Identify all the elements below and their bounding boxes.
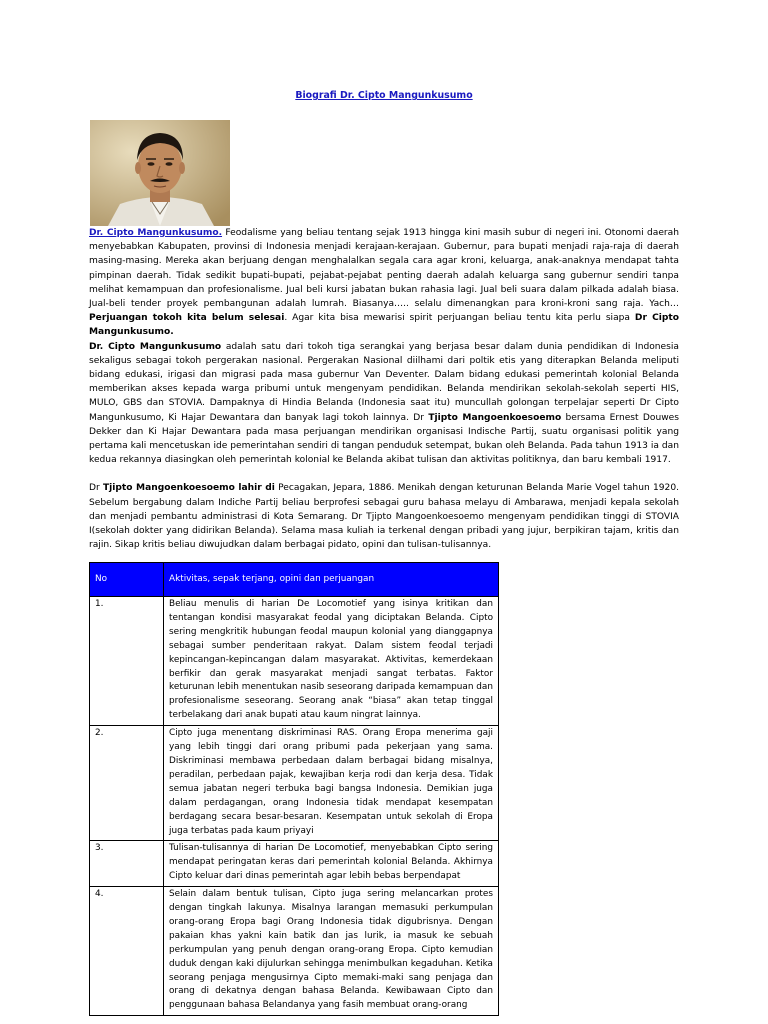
column-header-activity: Aktivitas, sepak terjang, opini dan perjuangan [164,563,499,597]
paragraph-intro [89,226,679,340]
portrait-photo [90,120,230,226]
row-activity: Beliau menulis di harian De Locomotief yang isinya kritikan dan tentangan kondisi masyarakat feodal yang diciptakan Belanda. Cipto sering mengkritik hubungan feodal maupun kolonial yang dianggapnya sebagai sumber penderitaan rakyat. Dalam sistem feodal terjadi kepincangan-kepincangan dalam masyarakat. Aktivitas, kemerdekaan berfikir dan gerak masyarakat menjadi sangat terbatas. Faktor keturunan lebih menentukan nasib seseorang daripada kemampuan dan profesionalisme seseorang. Seorang anak “biasa” akan tetap tinggal terbelakang dari anak bupati atau kaum ningrat lainnya. [164,597,499,726]
table-row [90,597,499,726]
article-body [89,226,679,552]
row-activity: Selain dalam bentuk tulisan, Cipto juga sering melancarkan protes dengan tingkah lakunya. Misalnya larangan memasuki perkumpulan orang-orang Eropa bagi Orang Indonesia tidak digubrisnya. Dengan pakaian khas yakni kain batik dan jas lurik, ia masuk ke sebuah perkumpulan yang penuh dengan orang-orang Eropa. Cipto kemudian duduk dengan kaki dijulurkan sehingga menimbulkan kegaduhan. Ketika seorang penjaga mengusirnya Cipto memaki-maki sang penjaga dan orang di dekatnya dengan bahasa Belanda. Kewibawaan Cipto dan penggunaan bahasa Belandanya yang fasih membuat orang-orang [164,887,499,1016]
paragraph-text: Feodalisme yang beliau tentang sejak 1913 hingga kini masih subur di negeri ini. Otonomi daerah menyebabkan Kabupaten, provinsi di Indonesia menjadi kerajaan-kerajaan. Gubernur, para bupati menjadi raja-raja di daerah masing-masing. Mereka akan berjuang dengan menghalalkan segala cara agar kroni, keluarga, anak-anaknya mendapat tahta pimpinan daerah. Tidak sedikit bupati-bupati, pejabat-pejabat penting daerah adalah keluarga sang gubernur sendiri tanpa melihat kemampuan dan profesionalisme. Jual beli kursi jabatan bukan rahasia lagi. Jual beli suara dalam pilkada adalah biasa. Jual-beli tender proyek pembangunan adalah lumrah. Biasanya….. selalu dimenangkan para kroni-kroni sang raja. Yach… [89,228,679,310]
paragraph-text: adalah satu dari tokoh tiga serangkai yang berjasa besar dalam dunia pendidikan di Indonesia sekaligus sebagai tokoh pergerakan nasional. Pergerakan Nasional diilhami dari poltik etis yang diterapkan Belanda meliputi bidang edukasi, irigasi dan migrasi pada masa gubernur Van Deventer. Dalam bidang edukasi pemerintah kolonial Belanda memberikan akses kepada warga pribumi untuk mengenyam pendidikan. Belanda mendirikan sekolah-sekolah seperti HIS, MULO, GBS dan STOVIA. Dampaknya di Hindia Belanda (Indonesia saat itu) muncullah golongan terpelajar seperti Dr Cipto Mangunkusumo, Ki Hajar Dewantara dan banyak lagi tokoh lainnya. Dr [89,341,679,423]
paragraph-text: bersama Ernest Douwes Dekker dan Ki Hajar Dewantara pada masa perjuangan mendirikan organisasi Indische Partij, suatu organisasi politik yang pertama kali mencetuskan ide pemerintahan sendiri di tangan penduduk setempat, bukan oleh Belanda. Pada tahun 1913 ia dan kedua rekannya diasingkan oleh pemerintah kolonial ke Belanda akibat tulisan dan aktivitas politiknya, dan baru kembali 1917. [89,412,679,466]
table-row [90,887,499,1016]
table-header-row [90,563,499,597]
column-header-no: No [90,563,164,597]
table-row [90,726,499,841]
paragraph-text: . Agar kita bisa mewarisi spirit perjuangan beliau tentu kita perlu siapa [284,313,635,324]
emphasis-text: Dr. Cipto Mangunkusumo [89,341,222,352]
row-number: 1. [90,597,164,726]
paragraph-birth [89,481,679,552]
activity-table [89,562,499,1016]
row-activity: Cipto juga menentang diskriminasi RAS. Orang Eropa menerima gaji yang lebih tinggi dari orang pribumi pada pekerjaan yang sama. Diskriminasi membawa perbedaan dalam berbagai bidang misalnya, peradilan, perbedaan pajak, kewajiban kerja rodi dan kerja desa. Tidak semua jabatan negeri terbuka bagi bangsa Indonesia. Demikian juga dalam perdagangan, orang Indonesia tidak mendapat kesempatan berdagang secara besar-besaran. Kesempatan untuk sekolah di Eropa juga terbatas pada kaum priyayi [164,726,499,841]
page-title: Biografi Dr. Cipto Mangunkusumo [295,90,473,101]
portrait-illustration [90,120,230,226]
row-number: 4. [90,887,164,1016]
row-number: 3. [90,841,164,887]
table-row [90,841,499,887]
paragraph-profile [89,340,679,468]
row-activity: Tulisan-tulisannya di harian De Locomotief, menyebabkan Cipto sering mendapat peringatan keras dari pemerintah kolonial Belanda. Akhirnya Cipto keluar dari dinas pemerintah agar lebih bebas berpendapat [164,841,499,887]
row-number: 2. [90,726,164,841]
paragraph-text: Pecagakan, Jepara, 1886. Menikah dengan keturunan Belanda Marie Vogel tahun 1920. Sebelum bergabung dalam Indiche Partij beliau berprofesi sebagai guru bahasa melayu di Ambarawa, menjadi kepala sekolah dan menjadi pembantu administrasi di Kota Semarang. Dr Tjipto Mangoenkoesoemo mengenyam pendidikan tinggi di STOVIA I(sekolah dokter yang didirikan Belanda). Selama masa kuliah ia terkenal dengan pribadi yang jujur, berpikiran tajam, kritis dan rajin. Sikap kritis beliau diwujudkan dalam berbagai pidato, opini dan tulisan-tulisannya. [89,483,679,551]
emphasis-text: Tjipto Mangoenkoesoemo [428,412,562,423]
emphasis-text: Perjuangan tokoh kita belum selesai [89,313,285,324]
author-link[interactable]: Dr. Cipto Mangunkusumo. [89,228,223,238]
emphasis-text: Tjipto Mangoenkoesoemo lahir di [102,483,275,494]
emphasis-text: Dr Cipto Mangunkusumo. [89,313,679,338]
paragraph-text: Dr [89,483,103,494]
